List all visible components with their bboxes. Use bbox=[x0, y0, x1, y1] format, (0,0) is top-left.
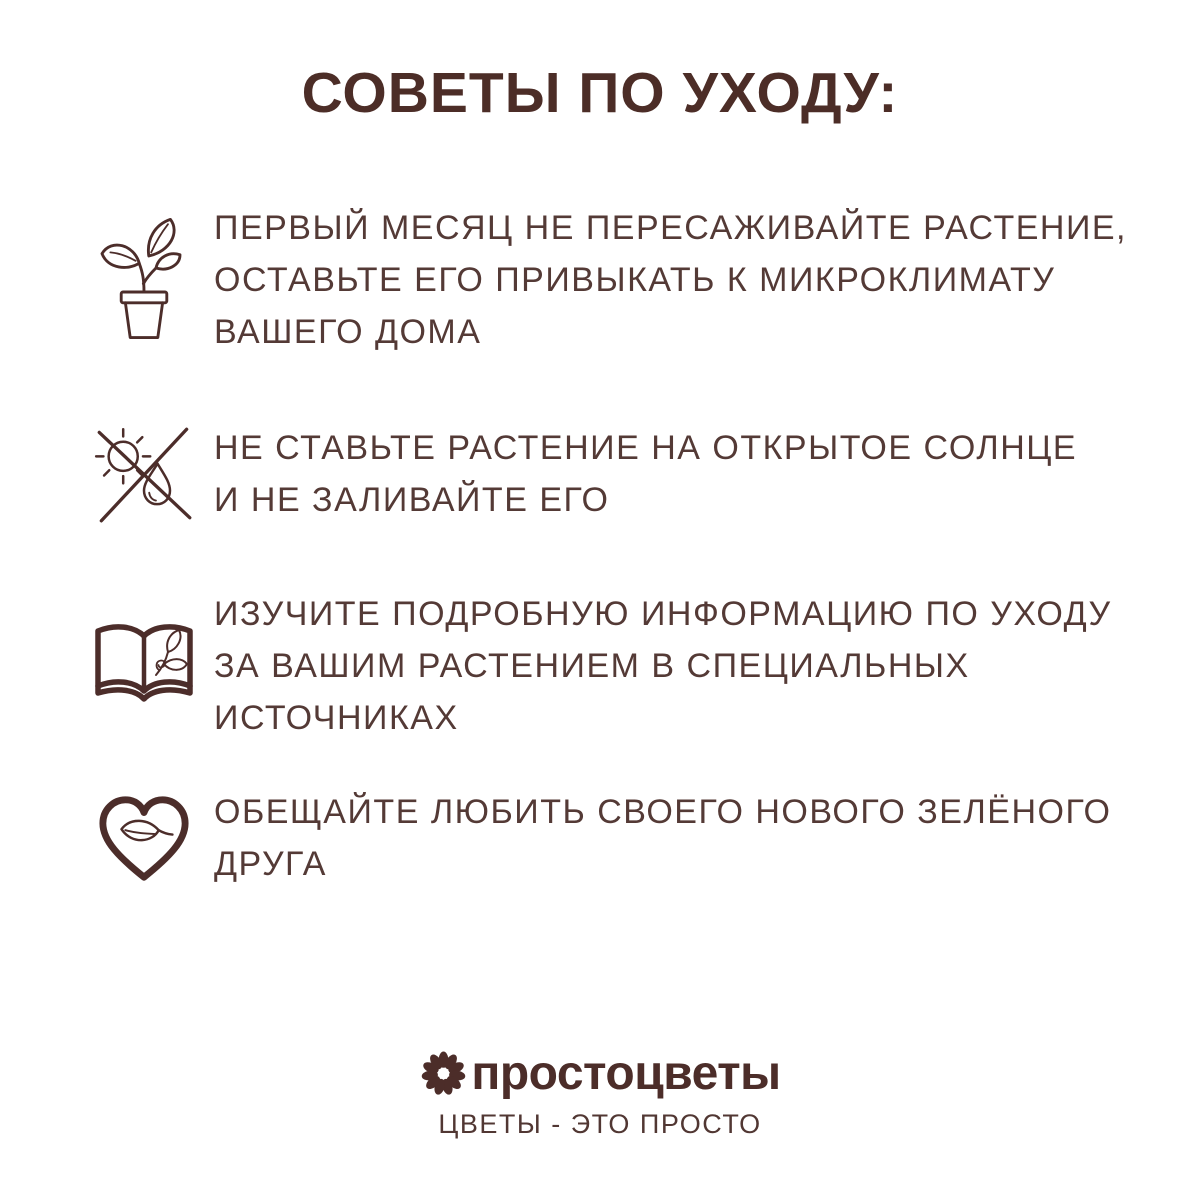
page-title: СОВЕТЫ ПО УХОДУ: bbox=[301, 61, 899, 125]
no-sun-no-overwater-icon bbox=[88, 422, 200, 526]
brand-row bbox=[419, 1046, 780, 1101]
tip-line: ПЕРВЫЙ МЕСЯЦ НЕ ПЕРЕСАЖИВАЙТЕ РАСТЕНИЕ, bbox=[214, 209, 1127, 247]
tip-row-read-sources bbox=[88, 588, 1140, 744]
tip-line: ЗА ВАШИМ РАСТЕНИЕМ В СПЕЦИАЛЬНЫХ ИСТОЧНИКАХ bbox=[214, 647, 970, 737]
flower-logo bbox=[419, 1049, 468, 1098]
tip-row-love-plant bbox=[88, 786, 1140, 890]
open-book-icon bbox=[88, 616, 200, 716]
tip-text bbox=[214, 202, 1127, 358]
footer bbox=[0, 1046, 1200, 1140]
tip-text bbox=[214, 588, 1140, 744]
tips-list bbox=[0, 202, 1200, 890]
tip-row-repotting bbox=[88, 202, 1140, 358]
tip-line: ИЗУЧИТЕ ПОДРОБНУЮ ИНФОРМАЦИЮ ПО УХОДУ bbox=[214, 595, 1112, 633]
tip-line: ОСТАВЬТЕ ЕГО ПРИВЫКАТЬ К МИКРОКЛИМАТУ bbox=[214, 261, 1056, 299]
brand-tagline: ЦВЕТЫ - ЭТО ПРОСТО bbox=[438, 1109, 762, 1139]
tip-line: И НЕ ЗАЛИВАЙТЕ ЕГО bbox=[214, 481, 610, 519]
tip-line: НЕ СТАВЬТЕ РАСТЕНИЕ НА ОТКРЫТОЕ СОЛНЦЕ bbox=[214, 429, 1078, 467]
tip-line: ВАШЕГО ДОМА bbox=[214, 313, 482, 351]
potted-plant-icon bbox=[88, 217, 200, 343]
heart-leaf-icon bbox=[88, 791, 200, 885]
tip-text bbox=[214, 422, 1077, 526]
tip-line: ОБЕЩАЙТЕ ЛЮБИТЬ СВОЕГО НОВОГО ЗЕЛЁНОГО ДРУГА bbox=[214, 793, 1112, 883]
tip-text bbox=[214, 786, 1140, 890]
brand-name: простоцветы bbox=[471, 1047, 781, 1100]
tip-row-no-sun bbox=[88, 422, 1140, 526]
